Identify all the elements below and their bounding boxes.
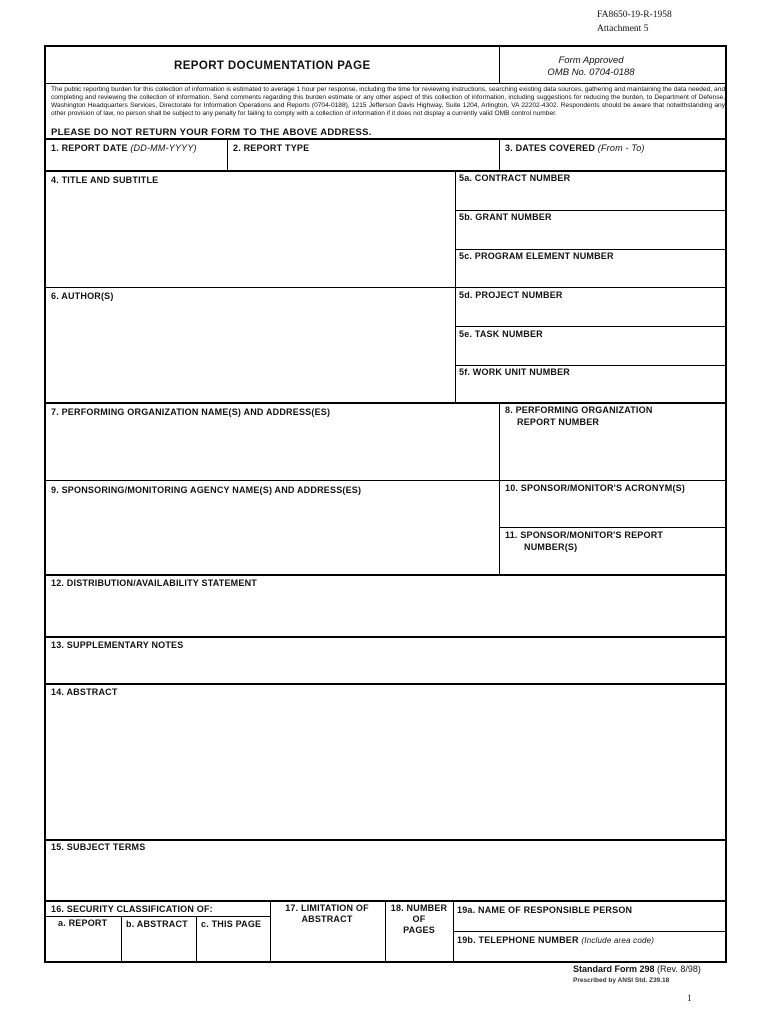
divider — [227, 139, 228, 170]
divider — [196, 916, 197, 963]
standard-form-label — [573, 964, 701, 974]
form-title: REPORT DOCUMENTATION PAGE — [174, 60, 371, 72]
performing-report-label: 8. PERFORMING ORGANIZATION — [505, 405, 653, 415]
field-abstract[interactable]: 14. ABSTRACT — [51, 687, 118, 697]
standard-form-number: Standard Form 298 — [573, 964, 655, 974]
document-id: FA8650-19-R-1958 — [597, 10, 672, 20]
field-task-number[interactable]: 5e. TASK NUMBER — [459, 329, 543, 339]
divider — [46, 916, 270, 917]
telephone-label: 19b. TELEPHONE NUMBER — [457, 935, 579, 945]
document-header — [597, 8, 672, 36]
field-title-subtitle[interactable]: 4. TITLE AND SUBTITLE — [51, 175, 159, 185]
divider — [455, 249, 725, 250]
field-sponsor-acronym[interactable]: 10. SPONSOR/MONITOR'S ACRONYM(S) — [505, 483, 686, 493]
field-sponsoring-agency[interactable]: 9. SPONSORING/MONITORING AGENCY NAME(S) AND ADDRESS(ES) — [51, 485, 362, 495]
form-approved-label: Form Approved — [558, 55, 624, 66]
divider — [46, 138, 725, 140]
divider — [499, 404, 500, 575]
field-work-unit[interactable]: 5f. WORK UNIT NUMBER — [459, 367, 570, 377]
divider — [499, 139, 500, 170]
num-pages-label-2: OF — [412, 914, 426, 924]
title-divider — [499, 47, 500, 83]
divider — [46, 480, 725, 481]
divider — [46, 402, 725, 404]
divider — [270, 902, 271, 963]
attachment-label: Attachment 5 — [597, 24, 649, 34]
field-security-page[interactable]: c. THIS PAGE — [201, 919, 262, 929]
form-revision: (Rev. 8/98) — [657, 964, 701, 974]
num-pages-label: 18. NUMBER — [390, 903, 448, 913]
field-report-type[interactable]: 2. REPORT TYPE — [233, 143, 310, 153]
divider — [453, 902, 454, 963]
omb-approval — [516, 55, 666, 79]
performing-report-label-2: REPORT NUMBER — [517, 417, 600, 427]
report-documentation-form — [44, 45, 727, 963]
divider — [46, 574, 725, 576]
divider — [46, 170, 725, 172]
field-distribution[interactable]: 12. DISTRIBUTION/AVAILABILITY STATEMENT — [51, 578, 257, 588]
dates-covered-hint: (From - To) — [597, 143, 645, 153]
telephone-hint: (Include area code) — [581, 936, 655, 945]
report-date-label: 1. REPORT DATE — [51, 143, 128, 153]
field-number-pages[interactable] — [387, 903, 451, 936]
divider — [46, 287, 725, 288]
divider — [385, 902, 386, 963]
divider — [455, 326, 725, 327]
field-contract-number[interactable]: 5a. CONTRACT NUMBER — [459, 173, 571, 183]
field-authors[interactable]: 6. AUTHOR(S) — [51, 291, 114, 301]
field-dates-covered[interactable] — [505, 143, 645, 154]
return-warning: PLEASE DO NOT RETURN YOUR FORM TO THE ABOVE ADDRESS. — [51, 127, 372, 138]
field-supplementary-notes[interactable]: 13. SUPPLEMENTARY NOTES — [51, 640, 184, 650]
field-performing-report[interactable] — [505, 405, 653, 428]
limitation-label: 17. LIMITATION OF — [285, 903, 369, 913]
security-classification-label: 16. SECURITY CLASSIFICATION OF: — [51, 904, 213, 914]
field-sponsor-report[interactable] — [505, 530, 663, 553]
num-pages-label-3: PAGES — [403, 925, 435, 935]
field-grant-number[interactable]: 5b. GRANT NUMBER — [459, 212, 552, 222]
divider — [453, 931, 725, 932]
field-security-abstract[interactable]: b. ABSTRACT — [126, 919, 188, 929]
field-subject-terms[interactable]: 15. SUBJECT TERMS — [51, 842, 146, 852]
divider — [455, 365, 725, 366]
field-project-number[interactable]: 5d. PROJECT NUMBER — [459, 290, 563, 300]
dates-covered-label: 3. DATES COVERED — [505, 143, 596, 153]
field-report-date[interactable] — [51, 143, 197, 154]
field-security-report[interactable]: a. REPORT — [58, 918, 108, 928]
divider — [499, 527, 725, 528]
page-number: 1 — [687, 993, 692, 1003]
field-telephone[interactable] — [457, 935, 654, 946]
prescribed-by: Prescribed by ANSI Std. Z39.18 — [573, 977, 670, 984]
report-date-hint: (DD-MM-YYYY) — [130, 143, 197, 153]
sponsor-report-label-2: NUMBER(S) — [524, 542, 578, 552]
divider — [46, 839, 725, 841]
divider — [46, 683, 725, 685]
sponsor-report-label: 11. SPONSOR/MONITOR'S REPORT — [505, 530, 664, 540]
field-performing-org[interactable]: 7. PERFORMING ORGANIZATION NAME(S) AND ADDRESS(ES) — [51, 407, 331, 417]
burden-statement: The public reporting burden for this collection of information is estimated to average 1 hour per response, including the time for reviewing instructions, searching existing data sources, gathering and maintaining the data needed, and completing and reviewing the collection of information. Send comments regarding this burden estimate or any other aspect of this collection of information, including suggestions for reducing the burden, to Department of Defense, Washington Headquarters Services, Directorate for Information Operations and Reports (0704-0188), 1215 Jefferson Davis Highway, Suite 1204, Arlington, VA 22202-4302. Respondents should be aware that notwithstanding any other provision of law, no person shall be subject to any penalty for failing to comply with a collection of information if it does not display a currently valid OMB control number. — [51, 86, 725, 117]
divider — [46, 636, 725, 638]
divider — [455, 210, 725, 211]
omb-number: OMB No. 0704-0188 — [547, 67, 635, 78]
divider — [121, 916, 122, 963]
limitation-label-2: ABSTRACT — [301, 914, 353, 924]
field-program-element[interactable]: 5c. PROGRAM ELEMENT NUMBER — [459, 251, 614, 261]
field-responsible-person[interactable]: 19a. NAME OF RESPONSIBLE PERSON — [457, 905, 633, 915]
divider — [46, 83, 725, 84]
field-limitation-abstract[interactable] — [277, 903, 377, 925]
